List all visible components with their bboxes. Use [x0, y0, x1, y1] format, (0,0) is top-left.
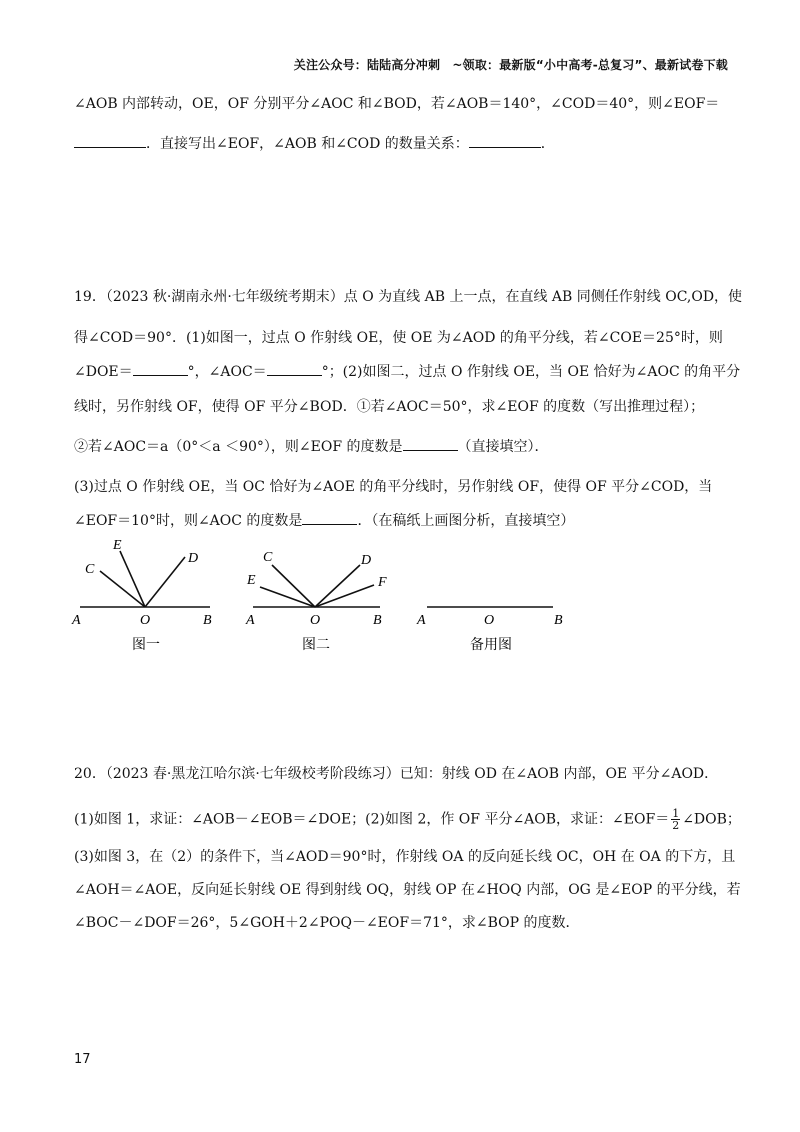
- fraction-numerator: 1: [672, 807, 680, 820]
- fig2-ray-oc: [272, 565, 315, 607]
- q20-line-1: 20．（2023 春·黑龙江哈尔滨·七年级校考阶段练习）已知：射线 OD 在∠AOB 内部，OE 平分∠AOD．: [74, 766, 719, 782]
- fig3-point-b: B: [554, 613, 563, 628]
- q18-line-2-end: ．: [540, 136, 555, 152]
- answer-blank: [74, 133, 146, 148]
- answer-blank: [403, 436, 458, 451]
- fig1-ray-oc: [100, 571, 145, 607]
- fig2-point-e: E: [247, 573, 256, 588]
- figure-2: [253, 565, 380, 607]
- q19-line-7b: ．（在稿纸上画图分析，直接填空）: [357, 513, 575, 529]
- answer-blank: [302, 510, 357, 525]
- fig3-caption: 备用图: [470, 637, 512, 653]
- fig1-point-a: A: [72, 613, 81, 628]
- q19-line-3a: ∠DOE＝: [74, 364, 133, 380]
- fig3-point-a: A: [417, 613, 426, 628]
- fig2-ray-od: [315, 565, 360, 607]
- q20-line-4: ∠AOH＝∠AOE，反向延长射线 OE 得到射线 OQ，射线 OP 在∠HOQ 内部，OG 是∠EOP 的平分线，若: [74, 882, 741, 898]
- q19-line-3c: °；(2)如图二，过点 O 作射线 OE，当 OE 恰好为∠AOC 的角平分: [321, 364, 741, 380]
- figures-row: [60, 535, 600, 665]
- q19-line-3: [74, 361, 741, 382]
- fig1-point-b: B: [203, 613, 212, 628]
- fraction-one-half: [671, 808, 680, 831]
- answer-blank: [469, 133, 541, 148]
- fig2-point-o: O: [310, 613, 321, 628]
- q20-line-2a: (1)如图 1，求证：∠AOB－∠EOB＝∠DOE；(2)如图 2，作 OF 平分∠AOB，求证：∠EOF＝: [74, 811, 670, 828]
- q19-line-1: 19．（2023 秋·湖南永州·七年级统考期末）点 O 为直线 AB 上一点，在直线 AB 同侧任作射线 OC,OD，使: [74, 289, 743, 305]
- page-number: 17: [74, 1052, 91, 1067]
- fig2-caption: 图二: [302, 637, 330, 653]
- q19-line-4: 线时，另作射线 OF，使得 OF 平分∠BOD．①若∠AOC＝50°，求∠EOF 的度数（写出推理过程）；: [74, 399, 705, 415]
- fig2-point-f: F: [378, 575, 387, 590]
- q19-line-7a: ∠EOF＝10°时，则∠AOC 的度数是: [74, 513, 303, 529]
- fig2-point-d: D: [361, 553, 372, 568]
- q18-line-2-text: ．直接写出∠EOF，∠AOB 和∠COD 的数量关系：: [146, 136, 469, 152]
- fig2-ray-oe: [260, 587, 315, 607]
- q20-line-2: [74, 807, 741, 832]
- figure-3-labels: [416, 613, 563, 653]
- q19-line-5a: ②若∠AOC＝a（0°＜a ＜90°），则∠EOF 的度数是: [74, 439, 403, 455]
- fig1-point-o: O: [140, 613, 151, 628]
- q19-line-2: 得∠COD＝90°．(1)如图一，过点 O 作射线 OE，使 OE 为∠AOD 的角平分线，若∠COE＝25°时，则: [74, 330, 723, 346]
- answer-blank: [133, 361, 188, 376]
- page-header: 关注公众号：陆陆高分冲刺 ~领取：最新版“小中高考-总复习”、最新试卷下载: [293, 58, 728, 72]
- q20-line-5: ∠BOC－∠DOF＝26°，5∠GOH＋2∠POQ－∠EOF＝71°，求∠BOP 的度数．: [74, 915, 580, 931]
- q18-line-1: ∠AOB 内部转动，OE，OF 分别平分∠AOC 和∠BOD，若∠AOB＝140°，∠COD＝40°，则∠EOF＝: [74, 96, 720, 112]
- q19-line-5b: （直接填空）．: [457, 439, 549, 455]
- q19-line-3b: °，∠AOC＝: [187, 364, 267, 380]
- fig1-point-c: C: [85, 562, 95, 577]
- fig1-ray-oe: [120, 551, 145, 607]
- fig2-point-a: A: [246, 613, 255, 628]
- q20-line-2b: ∠DOB；: [682, 811, 741, 828]
- fraction-denominator: 2: [672, 819, 680, 832]
- fig3-point-o: O: [484, 613, 495, 628]
- fig1-ray-od: [145, 557, 185, 607]
- answer-blank: [267, 361, 322, 376]
- q19-line-6: (3)过点 O 作射线 OE，当 OC 恰好为∠AOE 的角平分线时，另作射线 OF，使得 OF 平分∠COD，当: [74, 479, 713, 495]
- fig2-ray-of: [315, 585, 374, 607]
- fig2-point-b: B: [373, 613, 382, 628]
- figure-1-labels: [71, 538, 212, 653]
- fig1-point-d: D: [188, 551, 199, 566]
- q19-line-7: [74, 510, 728, 531]
- q20-line-3: (3)如图 3，在（2）的条件下，当∠AOD＝90°时，作射线 OA 的反向延长线 OC，OH 在 OA 的下方，且: [74, 849, 736, 865]
- figure-2-labels: [245, 550, 387, 653]
- fig1-caption: 图一: [132, 637, 160, 653]
- fig1-point-e: E: [113, 538, 122, 553]
- figures-svg: [60, 535, 600, 665]
- q19-line-5: [74, 436, 728, 457]
- q18-line-2: [74, 133, 728, 154]
- fig2-point-c: C: [263, 550, 273, 565]
